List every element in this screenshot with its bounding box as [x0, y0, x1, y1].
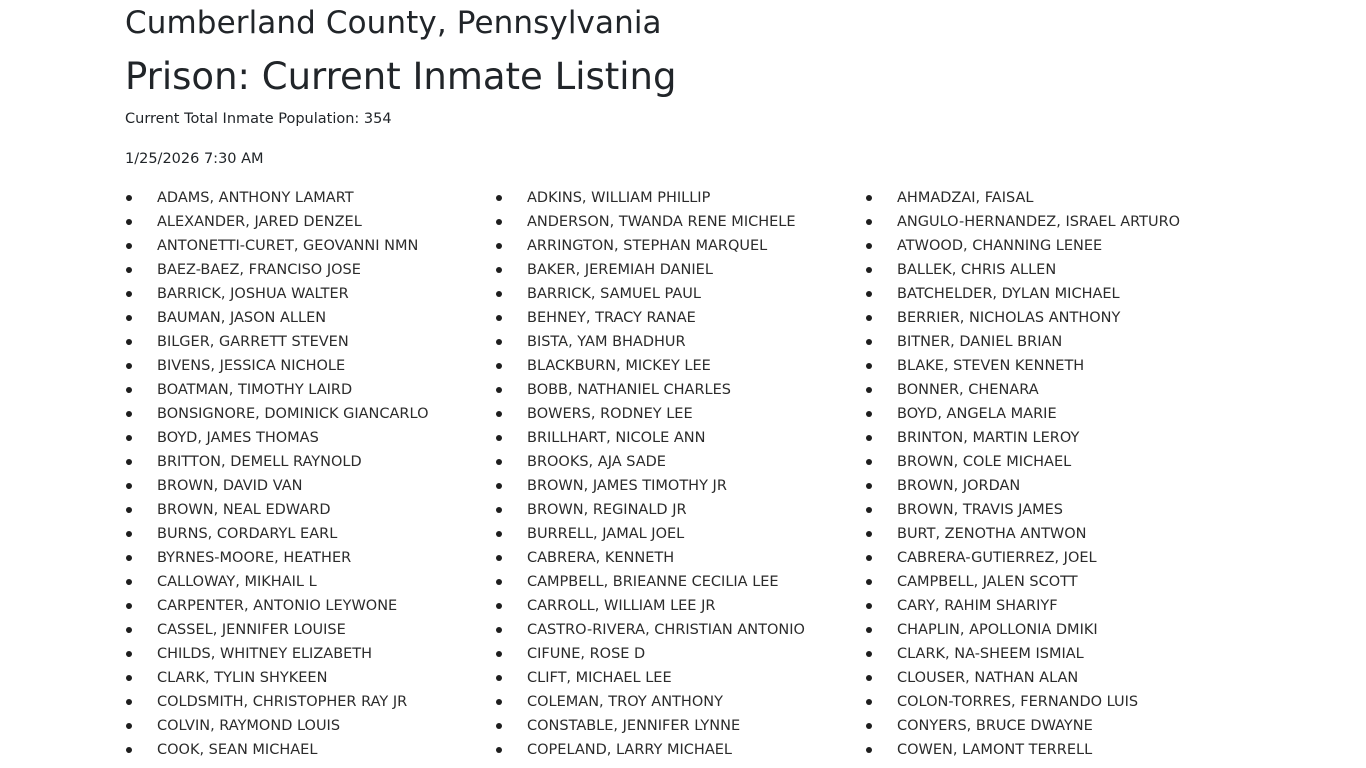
inmate-list-item	[495, 642, 865, 666]
inmate-list-item	[865, 618, 1235, 642]
bullet-disc-icon	[496, 387, 502, 393]
bullet-disc-icon	[866, 339, 872, 345]
bullet-disc-icon	[126, 291, 132, 297]
inmate-list-item	[125, 570, 495, 594]
inmate-list-item	[125, 426, 495, 450]
inmate-name: BYRNES-MOORE, HEATHER	[157, 550, 352, 566]
bullet-disc-icon	[866, 651, 872, 657]
bullet-disc-icon	[126, 339, 132, 345]
inmate-list-item	[125, 258, 495, 282]
bullet-disc-icon	[496, 267, 502, 273]
inmate-name: CLOUSER, NATHAN ALAN	[897, 670, 1079, 686]
inmate-name: CABRERA-GUTIERREZ, JOEL	[897, 550, 1097, 566]
inmate-list-item	[865, 210, 1235, 234]
bullet-disc-icon	[126, 507, 132, 513]
inmate-list-item	[125, 234, 495, 258]
inmate-list-item	[865, 474, 1235, 498]
last-updated-timestamp: 1/25/2026 7:30 AM	[125, 151, 264, 167]
inmate-name: COLVIN, RAYMOND LOUIS	[157, 718, 341, 734]
inmate-name: BLACKBURN, MICKEY LEE	[527, 358, 711, 374]
inmate-list-item	[865, 354, 1235, 378]
inmate-list-item	[865, 570, 1235, 594]
bullet-disc-icon	[496, 411, 502, 417]
inmate-name: BROWN, NEAL EDWARD	[157, 502, 331, 518]
bullet-disc-icon	[496, 315, 502, 321]
inmate-name: CARPENTER, ANTONIO LEYWONE	[157, 598, 398, 614]
inmate-name: CAMPBELL, JALEN SCOTT	[897, 574, 1078, 590]
county-heading: Cumberland County, Pennsylvania	[125, 5, 662, 41]
bullet-disc-icon	[866, 387, 872, 393]
inmate-name: AHMADZAI, FAISAL	[897, 190, 1034, 206]
inmate-list-item	[125, 714, 495, 738]
inmate-list-item	[125, 186, 495, 210]
inmate-name: BILGER, GARRETT STEVEN	[157, 334, 349, 350]
bullet-disc-icon	[866, 579, 872, 585]
inmate-list-item	[865, 666, 1235, 690]
inmate-list-item	[495, 426, 865, 450]
inmate-list-item	[125, 330, 495, 354]
inmate-column-2	[495, 186, 865, 762]
inmate-list-item	[495, 618, 865, 642]
inmate-name: BOYD, JAMES THOMAS	[157, 430, 319, 446]
bullet-disc-icon	[496, 675, 502, 681]
inmate-list-item	[495, 738, 865, 762]
bullet-disc-icon	[866, 243, 872, 249]
bullet-disc-icon	[126, 411, 132, 417]
inmate-list-item	[865, 330, 1235, 354]
inmate-list-item	[495, 594, 865, 618]
population-count: Current Total Inmate Population: 354	[125, 111, 392, 127]
bullet-disc-icon	[866, 507, 872, 513]
bullet-disc-icon	[126, 747, 132, 753]
bullet-disc-icon	[866, 699, 872, 705]
bullet-disc-icon	[496, 747, 502, 753]
inmate-name: BIVENS, JESSICA NICHOLE	[157, 358, 346, 374]
inmate-list-item	[495, 498, 865, 522]
inmate-list-item	[495, 666, 865, 690]
inmate-list-item	[125, 498, 495, 522]
bullet-disc-icon	[496, 459, 502, 465]
inmate-list-item	[865, 498, 1235, 522]
inmate-name: BAKER, JEREMIAH DANIEL	[527, 262, 713, 278]
inmate-list-item	[125, 546, 495, 570]
inmate-list	[125, 186, 1241, 762]
bullet-disc-icon	[126, 555, 132, 561]
bullet-disc-icon	[496, 699, 502, 705]
bullet-disc-icon	[866, 219, 872, 225]
inmate-name: CARY, RAHIM SHARIYF	[897, 598, 1058, 614]
inmate-list-item	[495, 474, 865, 498]
bullet-disc-icon	[496, 363, 502, 369]
bullet-disc-icon	[866, 675, 872, 681]
inmate-name: CARROLL, WILLIAM LEE JR	[527, 598, 716, 614]
inmate-name: COLON-TORRES, FERNANDO LUIS	[897, 694, 1139, 710]
inmate-name: BROWN, REGINALD JR	[527, 502, 687, 518]
bullet-disc-icon	[126, 699, 132, 705]
bullet-disc-icon	[496, 531, 502, 537]
inmate-name: BALLEK, CHRIS ALLEN	[897, 262, 1057, 278]
inmate-name: CONSTABLE, JENNIFER LYNNE	[527, 718, 741, 734]
inmate-name: CHILDS, WHITNEY ELIZABETH	[157, 646, 373, 662]
bullet-disc-icon	[496, 291, 502, 297]
inmate-list-item	[495, 210, 865, 234]
bullet-disc-icon	[126, 195, 132, 201]
inmate-list-item	[495, 306, 865, 330]
inmate-list-item	[865, 450, 1235, 474]
inmate-list-item	[865, 234, 1235, 258]
inmate-name: BONSIGNORE, DOMINICK GIANCARLO	[157, 406, 429, 422]
inmate-name: CHAPLIN, APOLLONIA DMIKI	[897, 622, 1098, 638]
bullet-disc-icon	[496, 507, 502, 513]
bullet-disc-icon	[126, 267, 132, 273]
bullet-disc-icon	[126, 531, 132, 537]
bullet-disc-icon	[866, 483, 872, 489]
inmate-name: CIFUNE, ROSE D	[527, 646, 646, 662]
inmate-list-item	[865, 522, 1235, 546]
inmate-name: CLARK, TYLIN SHYKEEN	[157, 670, 328, 686]
inmate-list-item	[495, 714, 865, 738]
bullet-disc-icon	[866, 747, 872, 753]
inmate-list-item	[495, 234, 865, 258]
inmate-name: COLEMAN, TROY ANTHONY	[527, 694, 723, 710]
inmate-list-item	[495, 570, 865, 594]
inmate-name: COPELAND, LARRY MICHAEL	[527, 742, 732, 758]
bullet-disc-icon	[126, 459, 132, 465]
inmate-name: BLAKE, STEVEN KENNETH	[897, 358, 1085, 374]
inmate-name: ANTONETTI-CURET, GEOVANNI NMN	[157, 238, 419, 254]
inmate-list-item	[865, 738, 1235, 762]
inmate-name: BURNS, CORDARYL EARL	[157, 526, 338, 542]
inmate-list-item	[865, 402, 1235, 426]
inmate-list-item	[865, 186, 1235, 210]
inmate-name: CLARK, NA-SHEEM ISMIAL	[897, 646, 1084, 662]
inmate-name: BISTA, YAM BHADHUR	[527, 334, 686, 350]
inmate-name: BROWN, JAMES TIMOTHY JR	[527, 478, 727, 494]
inmate-name: BAUMAN, JASON ALLEN	[157, 310, 327, 326]
inmate-name: ADAMS, ANTHONY LAMART	[157, 190, 354, 206]
bullet-disc-icon	[866, 291, 872, 297]
inmate-list-item	[495, 690, 865, 714]
inmate-name: CASSEL, JENNIFER LOUISE	[157, 622, 346, 638]
bullet-disc-icon	[496, 723, 502, 729]
inmate-name: BITNER, DANIEL BRIAN	[897, 334, 1063, 350]
inmate-list-item	[495, 522, 865, 546]
inmate-name: BRILLHART, NICOLE ANN	[527, 430, 706, 446]
bullet-disc-icon	[866, 459, 872, 465]
inmate-name: BOYD, ANGELA MARIE	[897, 406, 1057, 422]
bullet-disc-icon	[496, 627, 502, 633]
inmate-name: ALEXANDER, JARED DENZEL	[157, 214, 362, 230]
inmate-name: BEHNEY, TRACY RANAE	[527, 310, 696, 326]
inmate-list-item	[495, 354, 865, 378]
inmate-list-item	[125, 450, 495, 474]
bullet-disc-icon	[866, 603, 872, 609]
bullet-disc-icon	[126, 435, 132, 441]
inmate-name: BERRIER, NICHOLAS ANTHONY	[897, 310, 1121, 326]
inmate-list-item	[495, 282, 865, 306]
inmate-name: BROWN, JORDAN	[897, 478, 1021, 494]
bullet-disc-icon	[126, 675, 132, 681]
inmate-list-item	[865, 594, 1235, 618]
bullet-disc-icon	[496, 219, 502, 225]
inmate-list-item	[125, 354, 495, 378]
bullet-disc-icon	[496, 435, 502, 441]
inmate-name: BROWN, COLE MICHAEL	[897, 454, 1072, 470]
inmate-list-item	[865, 690, 1235, 714]
inmate-name: COOK, SEAN MICHAEL	[157, 742, 318, 758]
bullet-disc-icon	[126, 219, 132, 225]
inmate-list-item	[495, 546, 865, 570]
bullet-disc-icon	[866, 363, 872, 369]
bullet-disc-icon	[866, 627, 872, 633]
inmate-list-item	[125, 282, 495, 306]
inmate-list-item	[125, 522, 495, 546]
inmate-list-item	[865, 426, 1235, 450]
inmate-name: BOBB, NATHANIEL CHARLES	[527, 382, 731, 398]
bullet-disc-icon	[866, 555, 872, 561]
inmate-name: CABRERA, KENNETH	[527, 550, 675, 566]
inmate-name: ADKINS, WILLIAM PHILLIP	[527, 190, 711, 206]
inmate-name: ATWOOD, CHANNING LENEE	[897, 238, 1103, 254]
inmate-name: BROWN, DAVID VAN	[157, 478, 303, 494]
bullet-disc-icon	[866, 723, 872, 729]
inmate-name: BATCHELDER, DYLAN MICHAEL	[897, 286, 1120, 302]
bullet-disc-icon	[866, 411, 872, 417]
inmate-list-item	[865, 306, 1235, 330]
bullet-disc-icon	[126, 483, 132, 489]
inmate-name: ARRINGTON, STEPHAN MARQUEL	[527, 238, 768, 254]
bullet-disc-icon	[496, 243, 502, 249]
bullet-disc-icon	[496, 603, 502, 609]
inmate-name: BOWERS, RODNEY LEE	[527, 406, 693, 422]
inmate-name: CLIFT, MICHAEL LEE	[527, 670, 672, 686]
bullet-disc-icon	[496, 483, 502, 489]
inmate-name: BARRICK, JOSHUA WALTER	[157, 286, 349, 302]
bullet-disc-icon	[866, 315, 872, 321]
bullet-disc-icon	[866, 435, 872, 441]
bullet-disc-icon	[126, 723, 132, 729]
inmate-list-item	[125, 738, 495, 762]
inmate-list-item	[125, 210, 495, 234]
bullet-disc-icon	[126, 243, 132, 249]
inmate-list-item	[125, 618, 495, 642]
bullet-disc-icon	[126, 579, 132, 585]
inmate-name: BOATMAN, TIMOTHY LAIRD	[157, 382, 353, 398]
inmate-column-3	[865, 186, 1235, 762]
inmate-list-item	[125, 378, 495, 402]
bullet-disc-icon	[126, 315, 132, 321]
inmate-list-item	[495, 330, 865, 354]
bullet-disc-icon	[126, 603, 132, 609]
bullet-disc-icon	[496, 339, 502, 345]
inmate-name: COWEN, LAMONT TERRELL	[897, 742, 1093, 758]
bullet-disc-icon	[126, 363, 132, 369]
bullet-disc-icon	[496, 555, 502, 561]
inmate-name: BAEZ-BAEZ, FRANCISO JOSE	[157, 262, 361, 278]
bullet-disc-icon	[866, 195, 872, 201]
inmate-list-item	[125, 690, 495, 714]
inmate-name: BRINTON, MARTIN LEROY	[897, 430, 1080, 446]
bullet-disc-icon	[496, 579, 502, 585]
inmate-name: COLDSMITH, CHRISTOPHER RAY JR	[157, 694, 408, 710]
bullet-disc-icon	[496, 651, 502, 657]
inmate-list-item	[865, 546, 1235, 570]
inmate-list-item	[865, 282, 1235, 306]
inmate-list-item	[125, 306, 495, 330]
inmate-list-item	[495, 378, 865, 402]
bullet-disc-icon	[496, 195, 502, 201]
bullet-disc-icon	[126, 627, 132, 633]
bullet-disc-icon	[126, 387, 132, 393]
inmate-list-item	[125, 474, 495, 498]
inmate-name: CONYERS, BRUCE DWAYNE	[897, 718, 1093, 734]
inmate-column-1	[125, 186, 495, 762]
inmate-list-item	[495, 402, 865, 426]
inmate-list-item	[125, 642, 495, 666]
bullet-disc-icon	[126, 651, 132, 657]
inmate-name: ANDERSON, TWANDA RENE MICHELE	[527, 214, 796, 230]
inmate-list-item	[865, 378, 1235, 402]
inmate-list-item	[495, 186, 865, 210]
inmate-name: BURRELL, JAMAL JOEL	[527, 526, 685, 542]
inmate-list-item	[865, 642, 1235, 666]
inmate-list-item	[495, 258, 865, 282]
inmate-list-item	[865, 714, 1235, 738]
inmate-list-item	[495, 450, 865, 474]
bullet-disc-icon	[866, 531, 872, 537]
inmate-name: BURT, ZENOTHA ANTWON	[897, 526, 1087, 542]
inmate-list-item	[125, 666, 495, 690]
bullet-disc-icon	[866, 267, 872, 273]
inmate-name: CALLOWAY, MIKHAIL L	[157, 574, 317, 590]
inmate-name: BARRICK, SAMUEL PAUL	[527, 286, 701, 302]
inmate-list-item	[125, 594, 495, 618]
inmate-name: BRITTON, DEMELL RAYNOLD	[157, 454, 362, 470]
inmate-list-item	[865, 258, 1235, 282]
inmate-name: BROOKS, AJA SADE	[527, 454, 666, 470]
inmate-name: BROWN, TRAVIS JAMES	[897, 502, 1063, 518]
inmate-list-item	[125, 402, 495, 426]
inmate-name: ANGULO-HERNANDEZ, ISRAEL ARTURO	[897, 214, 1181, 230]
page-title: Prison: Current Inmate Listing	[125, 55, 677, 98]
inmate-name: CAMPBELL, BRIEANNE CECILIA LEE	[527, 574, 779, 590]
inmate-name: CASTRO-RIVERA, CHRISTIAN ANTONIO	[527, 622, 805, 638]
inmate-name: BONNER, CHENARA	[897, 382, 1039, 398]
